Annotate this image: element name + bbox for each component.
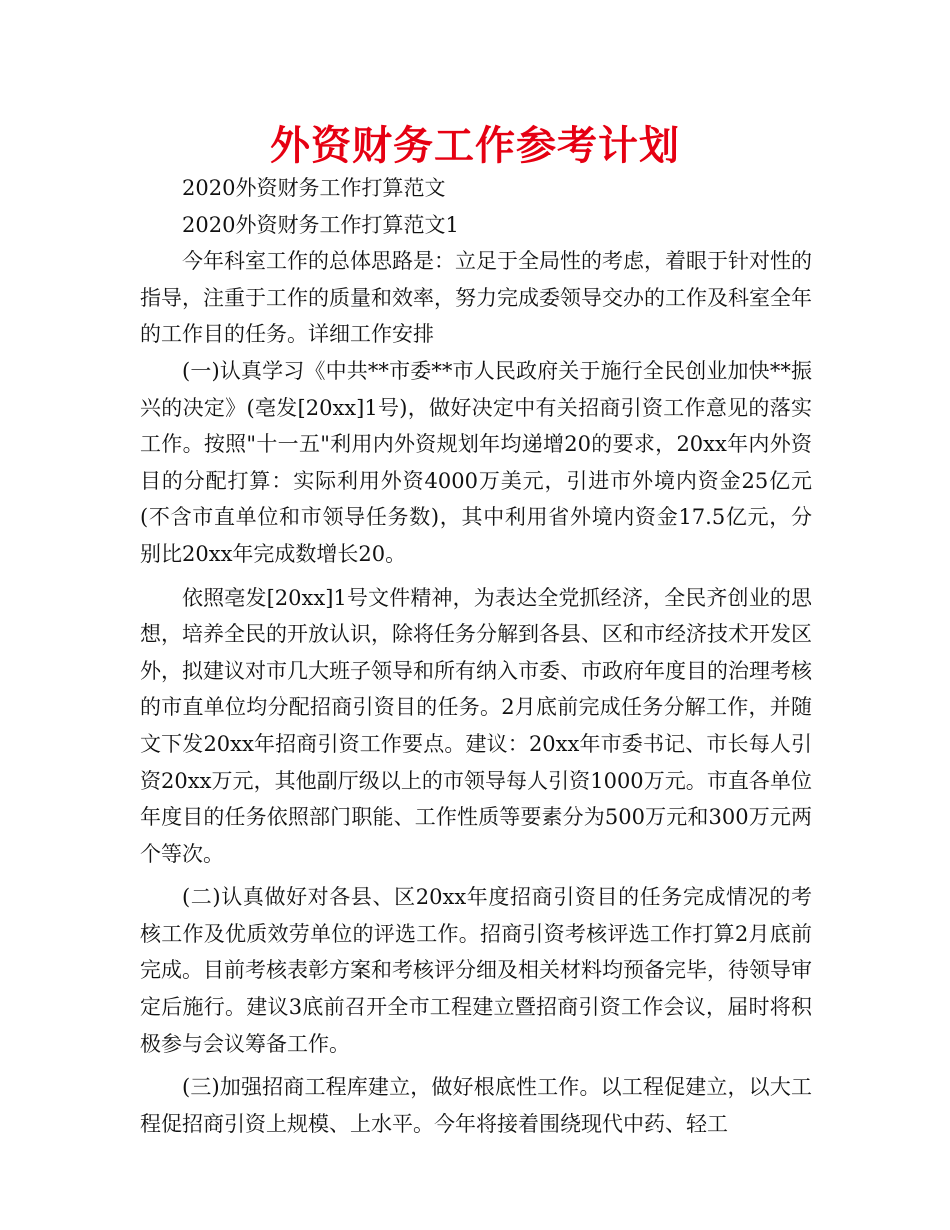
body-paragraph: (二)认真做好对各县、区20xx年度招商引资目的任务完成情况的考核工作及优质效劳单位的评选工作。招商引资考核评选工作打算2月底前完成。目前考核表彰方案和考核评分细及相关材料均预备完毕，待领导审定后施行。建议3底前召开全市工程建立暨招商引资工作会议，届时将积极参与会议筹备工作。 <box>140 885 812 1056</box>
body-paragraph: 依照亳发[20xx]1号文件精神，为表达全党抓经济，全民齐创业的思想，培养全民的开放认识，除将任务分解到各县、区和市经济技术开发区外，拟建议对市几大班子领导和所有纳入市委、市政府年度目的治理考核的市直单位均分配招商引资目的任务。2月底前完成任务分解工作，并随文下发20xx年招商引资工作要点。建议：20xx年市委书记、市长每人引资20xx万元，其他副厅级以上的市领导每人引资1000万元。市直各单位年度目的任务依照部门职能、工作性质等要素分为500万元和300万元两个等次。 <box>140 585 812 866</box>
document-body <box>140 170 812 1142</box>
body-paragraph: 今年科室工作的总体思路是：立足于全局性的考虑，着眼于针对性的指导，注重于工作的质量和效率，努力完成委领导交办的工作及科室全年的工作目的任务。详细工作安排 <box>140 249 812 347</box>
body-paragraph: (一)认真学习《中共**市委**市人民政府关于施行全民创业加快**振兴的决定》(亳发[20xx]1号)，做好决定中有关招商引资工作意见的落实工作。按照"十一五"利用内外资规划年均递增20的要求，20xx年内外资目的分配打算：实际利用外资4000万美元，引进市外境内资金25亿元(不含市直单位和市领导任务数)，其中利用省外境内资金17.5亿元，分别比20xx年完成数增长20。 <box>140 358 812 566</box>
document-title: 外资财务工作参考计划 <box>270 123 680 169</box>
subtitle-line: 2020外资财务工作打算范文1 <box>182 212 459 237</box>
subtitle-line: 2020外资财务工作打算范文 <box>182 176 446 200</box>
body-paragraph: (三)加强招商工程库建立，做好根底性工作。以工程促建立，以大工程促招商引资上规模、上水平。今年将接着围绕现代中药、轻工 <box>140 1075 812 1136</box>
